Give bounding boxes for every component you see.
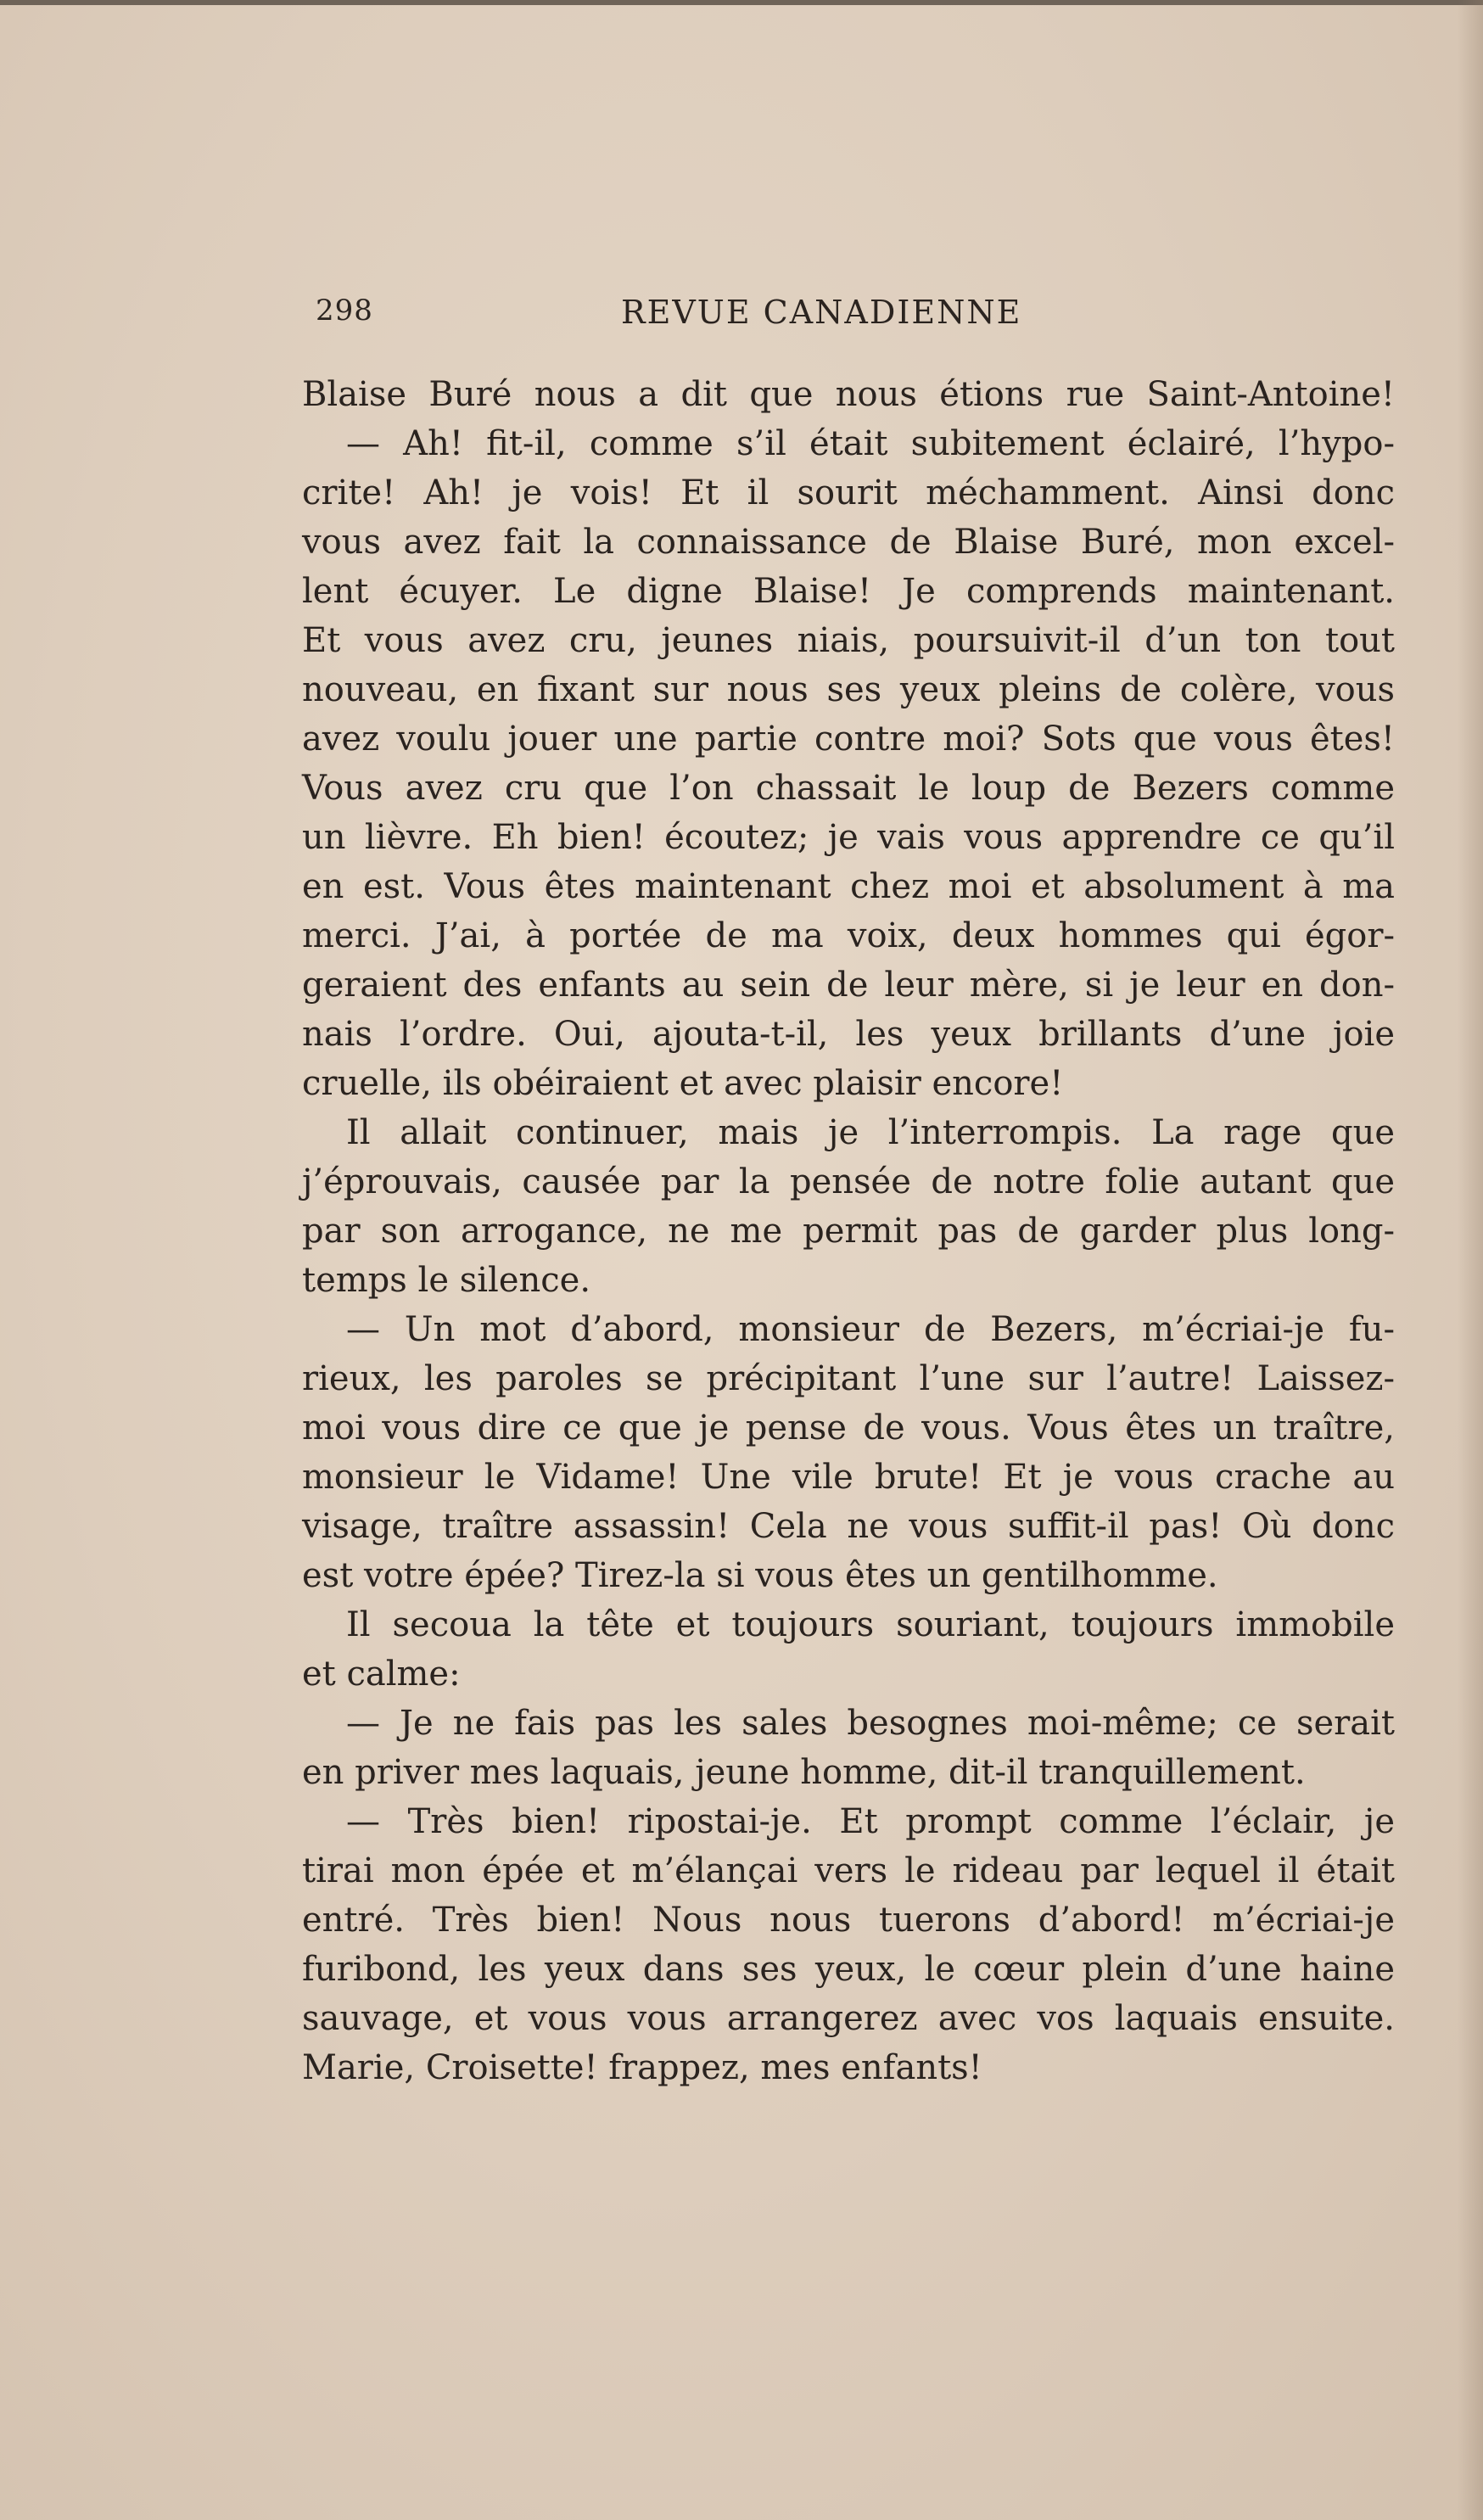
text-line: merci. J’ai, à portée de ma voix, deux hommes qui égor- xyxy=(302,916,1395,955)
text-line: — Ah! fit-il, comme s’il était subitement éclairé, l’hypo- xyxy=(346,424,1395,463)
text-line: tirai mon épée et m’élançai vers le rideau par lequel il était xyxy=(302,1851,1395,1890)
text-line: Vous avez cru que l’on chassait le loup de Bezers comme xyxy=(302,769,1395,808)
text-line: nouveau, en fixant sur nous ses yeux pleins de colère, vous xyxy=(302,670,1395,709)
text-line: lent écuyer. Le digne Blaise! Je comprends maintenant. xyxy=(302,572,1395,611)
text-line: sauvage, et vous vous arrangerez avec vos laquais ensuite. xyxy=(302,1999,1395,2038)
text-line: rieux, les paroles se précipitant l’une sur l’autre! Laissez- xyxy=(302,1359,1395,1398)
page-right-shadow xyxy=(1458,0,1483,2520)
running-title: REVUE CANADIENNE xyxy=(621,294,1022,331)
text-line: moi vous dire ce que je pense de vous. Vous êtes un traître, xyxy=(302,1408,1395,1448)
text-line: vous avez fait la connaissance de Blaise Buré, mon excel- xyxy=(302,523,1395,562)
text-line: en est. Vous êtes maintenant chez moi et absolument à ma xyxy=(302,867,1395,906)
running-header xyxy=(316,294,1389,341)
text-line: un lièvre. Eh bien! écoutez; je vais vous apprendre ce qu’il xyxy=(302,818,1395,857)
text-line: avez voulu jouer une partie contre moi? Sots que vous êtes! xyxy=(302,720,1395,759)
text-line: Et vous avez cru, jeunes niais, poursuivit-il d’un ton tout xyxy=(302,621,1395,660)
text-line: est votre épée? Tirez-la si vous êtes un gentilhomme. xyxy=(302,1556,1218,1595)
text-line: geraient des enfants au sein de leur mère, si je leur en don- xyxy=(302,966,1395,1005)
text-line: visage, traître assassin! Cela ne vous suffit-il pas! Où donc xyxy=(302,1507,1395,1546)
text-line: Il secoua la tête et toujours souriant, toujours immobile xyxy=(346,1605,1395,1644)
text-line: — Un mot d’abord, monsieur de Bezers, m’écriai-je fu- xyxy=(346,1310,1395,1349)
text-line: j’éprouvais, causée par la pensée de notre folie autant que xyxy=(302,1162,1395,1201)
text-line: cruelle, ils obéiraient et avec plaisir encore! xyxy=(302,1064,1064,1103)
body-text xyxy=(302,370,1395,2092)
text-line: et calme: xyxy=(302,1655,461,1694)
page-number: 298 xyxy=(316,294,373,328)
text-line: par son arrogance, ne me permit pas de garder plus long- xyxy=(302,1212,1395,1251)
text-line: — Très bien! ripostai-je. Et prompt comme l’éclair, je xyxy=(346,1802,1395,1841)
text-line: — Je ne fais pas les sales besognes moi-même; ce serait xyxy=(346,1704,1395,1743)
text-line: temps le silence. xyxy=(302,1261,591,1300)
text-line: nais l’ordre. Oui, ajouta-t-il, les yeux brillants d’une joie xyxy=(302,1015,1395,1054)
text-line: monsieur le Vidame! Une vile brute! Et je vous crache au xyxy=(302,1458,1395,1497)
text-line: crite! Ah! je vois! Et il sourit méchamment. Ainsi donc xyxy=(302,473,1395,512)
text-line: furibond, les yeux dans ses yeux, le cœur plein d’une haine xyxy=(302,1950,1395,1989)
text-line: entré. Très bien! Nous nous tuerons d’abord! m’écriai-je xyxy=(302,1901,1395,1940)
page-top-edge xyxy=(0,0,1483,5)
text-line: en priver mes laquais, jeune homme, dit-il tranquillement. xyxy=(302,1753,1306,1792)
text-line: Il allait continuer, mais je l’interrompis. La rage que xyxy=(346,1113,1395,1152)
text-line: Blaise Buré nous a dit que nous étions rue Saint-Antoine! xyxy=(302,375,1395,414)
text-line: Marie, Croisette! frappez, mes enfants! xyxy=(302,2048,982,2087)
